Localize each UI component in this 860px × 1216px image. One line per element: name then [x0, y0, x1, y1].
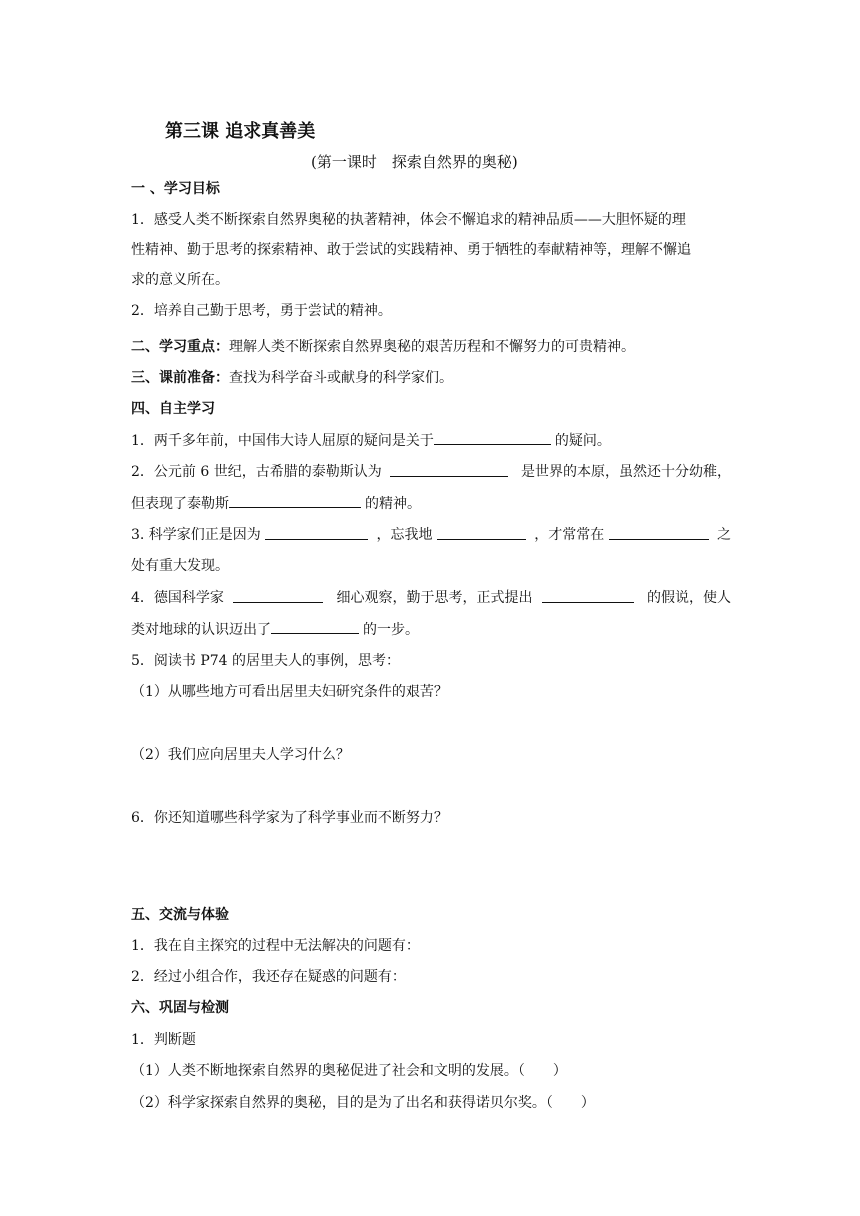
page-title: 第三课 追求真善美 [165, 121, 316, 142]
goal-1-line-2: 性精神、勤于思考的探索精神、敢于尝试的实践精神、勇于牺牲的奉献精神等，理解不懈追 [131, 242, 691, 258]
judgement-1: （1）人类不断地探索自然界的奥秘促进了社会和文明的发展。（ ） [131, 1063, 567, 1079]
section-heading-key-points: 二、学习重点： [131, 339, 229, 355]
question-4-text-c: 的假说，使人 [646, 590, 731, 606]
question-6: 6．你还知道哪些科学家为了科学事业而不断努力？ [131, 810, 448, 826]
goal-2: 2．培养自己勤于思考，勇于尝试的精神。 [131, 303, 392, 319]
practice-item-1: 1．判断题 [131, 1032, 196, 1048]
question-4-text-a: 4．德国科学家 [131, 590, 224, 606]
question-3-text-d: 之 [716, 527, 731, 543]
question-3-text-a: 3. 科学家们正是因为 [131, 527, 261, 543]
question-2-text-a: 2．公元前 6 世纪，古希腊的泰勒斯认为 [131, 464, 382, 480]
preparation-line [131, 368, 453, 388]
section-heading-practice: 六、巩固与检测 [131, 1000, 229, 1016]
question-1 [131, 430, 611, 451]
exchange-item-1: 1．我在自主探究的过程中无法解决的问题有： [131, 938, 420, 954]
judgement-2: （2）科学家探索自然界的奥秘，目的是为了出名和获得诺贝尔奖。（ ） [131, 1095, 595, 1111]
answer-blank[interactable] [437, 525, 526, 540]
answer-blank[interactable] [609, 525, 709, 540]
question-4-line-2 [131, 619, 419, 640]
question-5: 5．阅读书 P74 的居里夫人的事例，思考： [131, 653, 401, 669]
section-heading-goals: 一 、学习目标 [131, 181, 220, 197]
answer-blank[interactable] [271, 619, 359, 634]
preparation-text: 查找为科学奋斗或献身的科学家们。 [229, 370, 453, 386]
question-1-text-a: 1．两千多年前，中国伟大诗人屈原的疑问是关于 [131, 433, 434, 449]
question-2-text-b: 是世界的本原，虽然还十分幼稚， [521, 464, 731, 480]
section-heading-self-study: 四、自主学习 [131, 401, 215, 417]
question-2-line-2 [131, 493, 421, 514]
section-heading-exchange: 五、交流与体验 [131, 907, 229, 923]
section-heading-preparation: 三、课前准备： [131, 370, 229, 386]
key-points-text: 理解人类不断探索自然界奥秘的艰苦历程和不懈努力的可贵精神。 [229, 339, 635, 355]
question-3-text-b: ，忘我地 [376, 527, 433, 543]
question-4-text-e: 的一步。 [363, 622, 419, 638]
question-4-line-1 [131, 588, 731, 608]
answer-blank[interactable] [229, 493, 361, 508]
exchange-item-2: 2．经过小组合作，我还存在疑惑的问题有： [131, 969, 406, 985]
question-3-text-c: ，才常常在 [534, 527, 605, 543]
question-4-text-d: 类对地球的认识迈出了 [131, 622, 271, 638]
question-2-text-d: 的精神。 [365, 496, 421, 512]
goal-1-line-3: 求的意义所在。 [131, 272, 229, 288]
answer-blank[interactable] [233, 588, 323, 603]
answer-blank[interactable] [434, 430, 551, 445]
question-4-text-b: 细心观察，勤于思考，正式提出 [336, 590, 533, 606]
answer-blank[interactable] [265, 525, 368, 540]
question-3-line-2: 处有重大发现。 [131, 558, 229, 574]
goal-1-line-1: 1．感受人类不断探索自然界奥秘的执著精神，体会不懈追求的精神品质——大胆怀疑的理 [131, 212, 686, 228]
question-3-line-1 [131, 525, 731, 545]
answer-blank[interactable] [390, 462, 508, 477]
page-subtitle: (第一课时 探索自然界的奥秘) [311, 153, 518, 171]
question-2-text-c: 但表现了泰勒斯 [131, 496, 229, 512]
answer-blank[interactable] [542, 588, 634, 603]
question-5-sub-2: （2）我们应向居里夫人学习什么？ [131, 747, 350, 763]
key-points-line [131, 337, 635, 357]
question-2-line-1 [131, 462, 731, 482]
question-1-text-b: 的疑问。 [554, 433, 611, 449]
question-5-sub-1: （1）从哪些地方可看出居里夫妇研究条件的艰苦？ [131, 684, 448, 700]
